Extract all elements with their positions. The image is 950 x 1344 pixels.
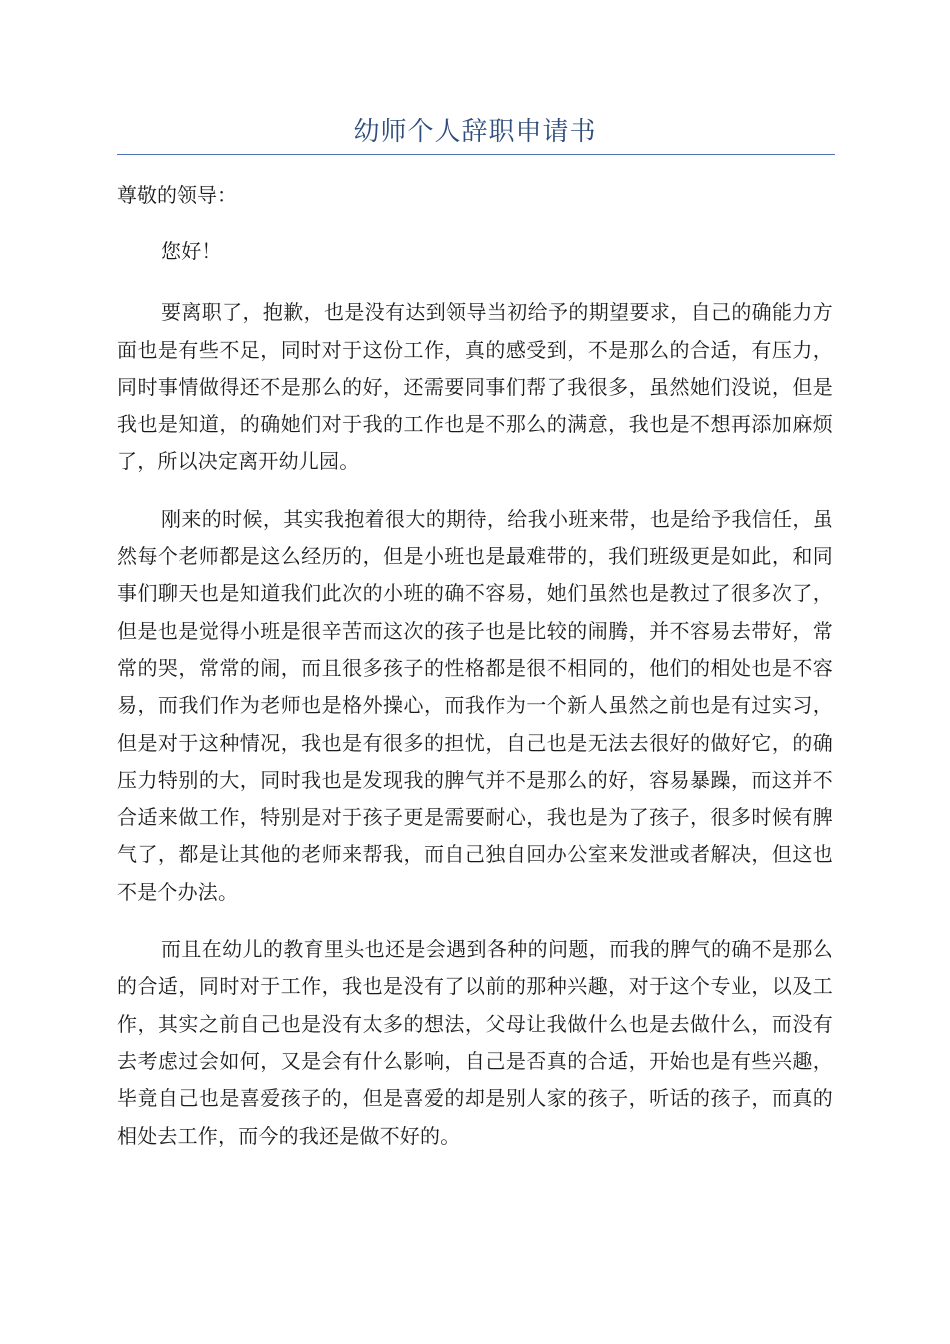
document-body	[117, 182, 833, 1155]
paragraph-1: 要离职了，抱歉，也是没有达到领导当初给予的期望要求，自己的确能力方面也是有些不足，同时对于这份工作，真的感受到，不是那么的合适，有压力，同时事情做得还不是那么的好，还需要同事们帮了我很多，虽然她们没说，但是我也是知道，的确她们对于我的工作也是不那么的满意，我也是不想再添加麻烦了，所以决定离开幼儿园。	[117, 300, 833, 474]
paragraph-2: 刚来的时候，其实我抱着很大的期待，给我小班来带，也是给予我信任，虽然每个老师都是这么经历的，但是小班也是最难带的，我们班级更是如此，和同事们聊天也是知道我们此次的小班的确不容易，她们虽然也是教过了很多次了，但是也是觉得小班是很辛苦而这次的孩子也是比较的闹腾，并不容易去带好，常常的哭，常常的闹，而且很多孩子的性格都是很不相同的，他们的相处也是不容易，而我们作为老师也是格外操心，而我作为一个新人虽然之前也是有过实习，但是对于这种情况，我也是有很多的担忧，自己也是无法去很好的做好它，的确压力特别的大，同时我也是发现我的脾气并不是那么的好，容易暴躁，而这并不合适来做工作，特别是对于孩子更是需要耐心，我也是为了孩子，很多时候有脾气了，都是让其他的老师来帮我，而自己独自回办公室来发泄或者解决，但这也不是个办法。	[117, 506, 833, 904]
greeting: 您好！	[161, 239, 222, 263]
salutation: 尊敬的领导：	[117, 183, 237, 207]
paragraph-3: 而且在幼儿的教育里头也还是会遇到各种的问题，而我的脾气的确不是那么的合适，同时对于工作，我也是没有了以前的那种兴趣，对于这个专业，以及工作，其实之前自己也是没有太多的想法，父母让我做什么也是去做什么，而没有去考虑过会如何，又是会有什么影响，自己是否真的合适，开始也是有些兴趣，毕竟自己也是喜爱孩子的，但是喜爱的却是别人家的孩子，听话的孩子，而真的相处去工作，而今的我还是做不好的。	[117, 937, 833, 1148]
document-title: 幼师个人辞职申请书	[353, 117, 597, 147]
title-underline	[117, 154, 835, 155]
